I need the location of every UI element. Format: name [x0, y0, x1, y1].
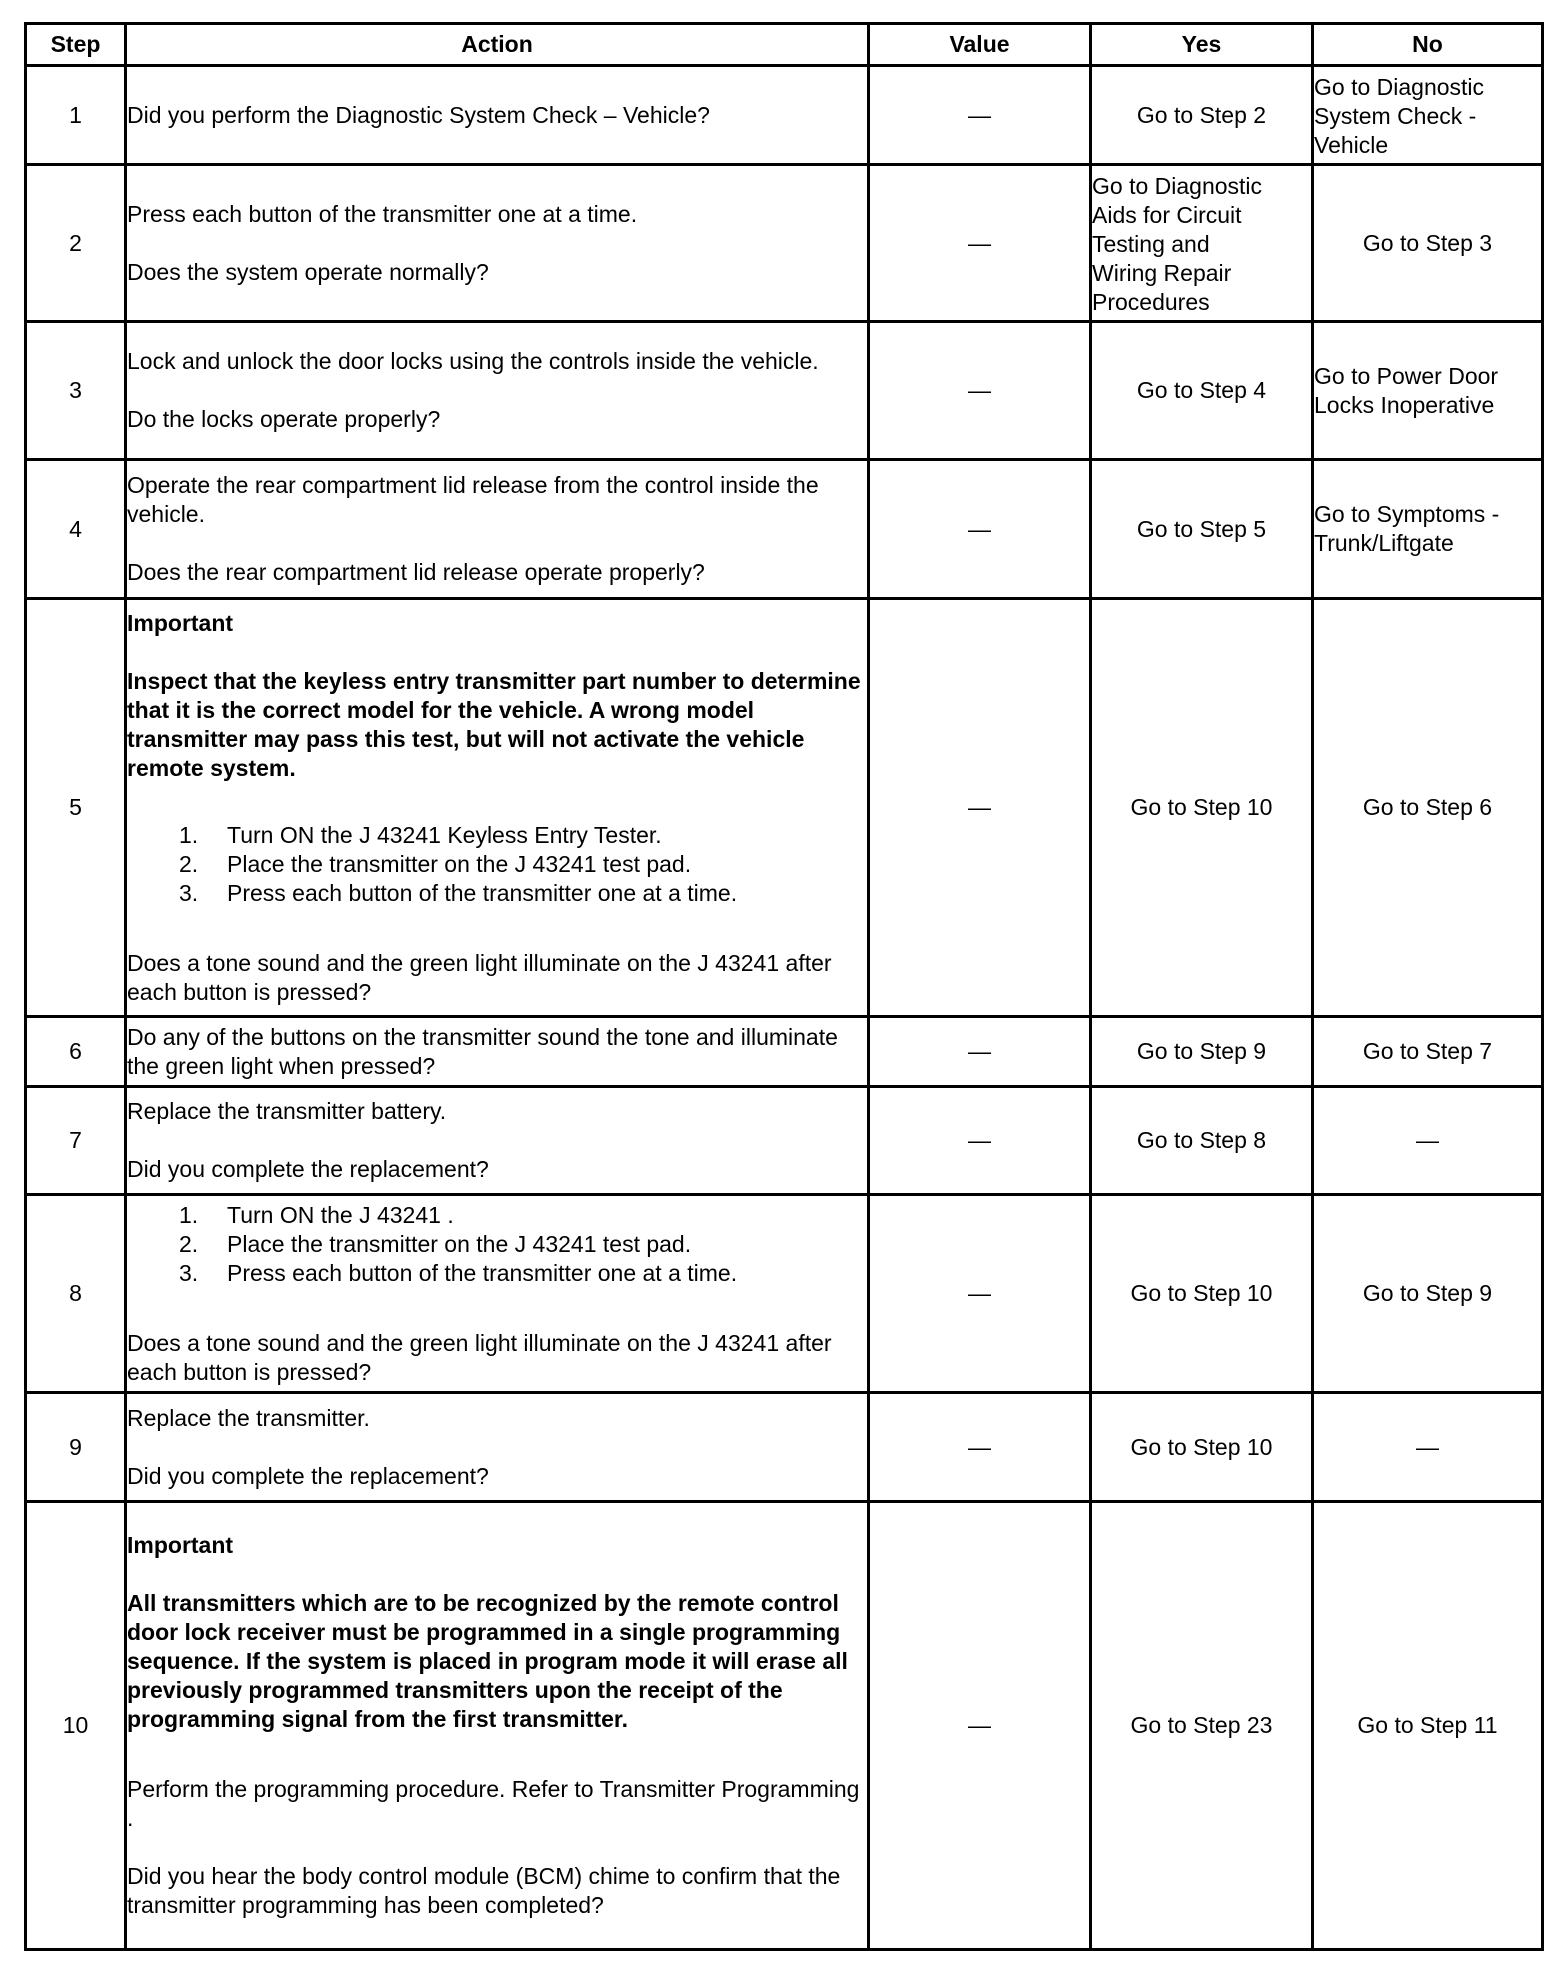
yes-cell: Go to Step 9 [1091, 1017, 1313, 1087]
action-question: Did you hear the body control module (BCM) chime to confirm that the transmitter programming has been completed? [127, 1863, 841, 1918]
diagnostic-table [24, 22, 1544, 1951]
action-question: Does the system operate normally? [127, 258, 489, 285]
value-cell: — [869, 165, 1091, 322]
table-row [26, 460, 1543, 599]
header-action: Action [126, 24, 869, 66]
value-cell: — [869, 460, 1091, 599]
action-text: Do any of the buttons on the transmitter sound the tone and illuminate the green light when pressed? [127, 1023, 838, 1079]
yes-cell: Go to Step 4 [1091, 322, 1313, 460]
procedure-list [127, 1201, 867, 1288]
action-question: Did you complete the replacement? [127, 1156, 489, 1182]
no-cell: Go to Step 3 [1313, 165, 1543, 322]
no-text: Locks Inoperative [1314, 391, 1495, 418]
header-no: No [1313, 24, 1543, 66]
step-number: 6 [26, 1017, 126, 1087]
yes-text: Aids for Circuit [1092, 201, 1242, 228]
table-row [26, 165, 1543, 322]
important-note: Inspect that the keyless entry transmitter part number to determine that it is the correct model for the vehicle. A wrong model transmitter may pass this test, but will not activate the vehicle remote system. [127, 667, 861, 781]
table-row [26, 1195, 1543, 1393]
no-text: System Check - [1314, 102, 1477, 129]
yes-cell: Go to Step 23 [1091, 1502, 1313, 1950]
yes-text: Procedures [1092, 288, 1210, 315]
no-cell [1313, 322, 1543, 460]
list-item: 2. Place the transmitter on the J 43241 test pad. [179, 1230, 692, 1257]
no-cell: Go to Step 7 [1313, 1017, 1543, 1087]
no-cell [1313, 460, 1543, 599]
action-question: Does a tone sound and the green light illuminate on the J 43241 after each button is pressed? [127, 949, 832, 1005]
table-row [26, 66, 1543, 165]
yes-text: Wiring Repair [1092, 259, 1232, 286]
important-heading: Important [127, 609, 234, 636]
step-number: 10 [26, 1502, 126, 1950]
action-cell [126, 1017, 869, 1087]
action-text: Lock and unlock the door locks using the controls inside the vehicle. [127, 348, 819, 374]
table-row [26, 322, 1543, 460]
action-text: Operate the rear compartment lid release from the control inside the vehicle. [127, 472, 819, 527]
no-text: Vehicle [1314, 131, 1389, 158]
value-cell: — [869, 66, 1091, 165]
no-cell: — [1313, 1393, 1543, 1502]
action-cell [126, 165, 869, 322]
yes-cell: Go to Step 10 [1091, 1195, 1313, 1393]
action-question: Does a tone sound and the green light illuminate on the J 43241 after each button is pressed? [127, 1329, 832, 1385]
header-yes: Yes [1091, 24, 1313, 66]
action-cell [126, 460, 869, 599]
step-number: 8 [26, 1195, 126, 1393]
no-cell: Go to Step 6 [1313, 599, 1543, 1017]
action-text: Replace the transmitter battery. [127, 1098, 447, 1124]
yes-cell: Go to Step 5 [1091, 460, 1313, 599]
important-heading: Important [127, 1532, 234, 1558]
no-cell: Go to Step 11 [1313, 1502, 1543, 1950]
action-cell [126, 322, 869, 460]
action-text: Replace the transmitter. [127, 1404, 370, 1431]
list-item: 2. Place the transmitter on the J 43241 test pad. [179, 850, 692, 877]
value-cell: — [869, 599, 1091, 1017]
step-number: 3 [26, 322, 126, 460]
important-note: All transmitters which are to be recognized by the remote control door lock receiver must be programmed in a single programming sequence. If the system is placed in program mode it will erase all previously programmed transmitters upon the receipt of the programming signal from the first transmitter. [127, 1590, 848, 1732]
list-item: 3. Press each button of the transmitter one at a time. [179, 879, 738, 906]
yes-cell: Go to Step 10 [1091, 1393, 1313, 1502]
yes-text: Go to Diagnostic [1092, 172, 1263, 199]
action-question: Do the locks operate properly? [127, 406, 441, 432]
action-text: Perform the programming procedure. Refer to Transmitter Programming . [127, 1776, 860, 1831]
step-number: 9 [26, 1393, 126, 1502]
action-question: Does the rear compartment lid release operate properly? [127, 559, 705, 585]
list-item: 3. Press each button of the transmitter one at a time. [179, 1259, 738, 1286]
step-number: 2 [26, 165, 126, 322]
action-cell [126, 1087, 869, 1195]
action-text: Did you perform the Diagnostic System Check – Vehicle? [127, 101, 710, 128]
table-row [26, 599, 1543, 1017]
yes-text: Testing and [1092, 230, 1210, 257]
table-row [26, 1087, 1543, 1195]
header-step: Step [26, 24, 126, 66]
step-number: 7 [26, 1087, 126, 1195]
no-cell: Go to Step 9 [1313, 1195, 1543, 1393]
list-item: 1. Turn ON the J 43241 . [179, 1201, 454, 1228]
action-question: Did you complete the replacement? [127, 1462, 489, 1489]
action-text: Press each button of the transmitter one at a time. [127, 200, 638, 227]
yes-cell: Go to Step 10 [1091, 599, 1313, 1017]
value-cell: — [869, 1195, 1091, 1393]
value-cell: — [869, 1087, 1091, 1195]
value-cell: — [869, 1017, 1091, 1087]
table-row [26, 1502, 1543, 1950]
table-row [26, 1017, 1543, 1087]
no-text: Go to Symptoms - [1314, 501, 1500, 527]
list-item: 1. Turn ON the J 43241 Keyless Entry Tester. [179, 821, 662, 848]
procedure-list [127, 821, 867, 908]
action-cell [126, 66, 869, 165]
step-number: 1 [26, 66, 126, 165]
no-cell: — [1313, 1087, 1543, 1195]
action-cell [126, 1502, 869, 1950]
no-text: Go to Diagnostic [1314, 73, 1485, 100]
no-text: Trunk/Liftgate [1314, 530, 1454, 556]
step-number: 5 [26, 599, 126, 1017]
value-cell: — [869, 322, 1091, 460]
no-cell [1313, 66, 1543, 165]
header-value: Value [869, 24, 1091, 66]
header-row [26, 24, 1543, 66]
action-cell [126, 1195, 869, 1393]
value-cell: — [869, 1393, 1091, 1502]
yes-cell: Go to Step 8 [1091, 1087, 1313, 1195]
yes-cell [1091, 165, 1313, 322]
action-cell [126, 1393, 869, 1502]
step-number: 4 [26, 460, 126, 599]
yes-cell: Go to Step 2 [1091, 66, 1313, 165]
no-text: Go to Power Door [1314, 362, 1499, 389]
table-row [26, 1393, 1543, 1502]
value-cell: — [869, 1502, 1091, 1950]
action-cell [126, 599, 869, 1017]
